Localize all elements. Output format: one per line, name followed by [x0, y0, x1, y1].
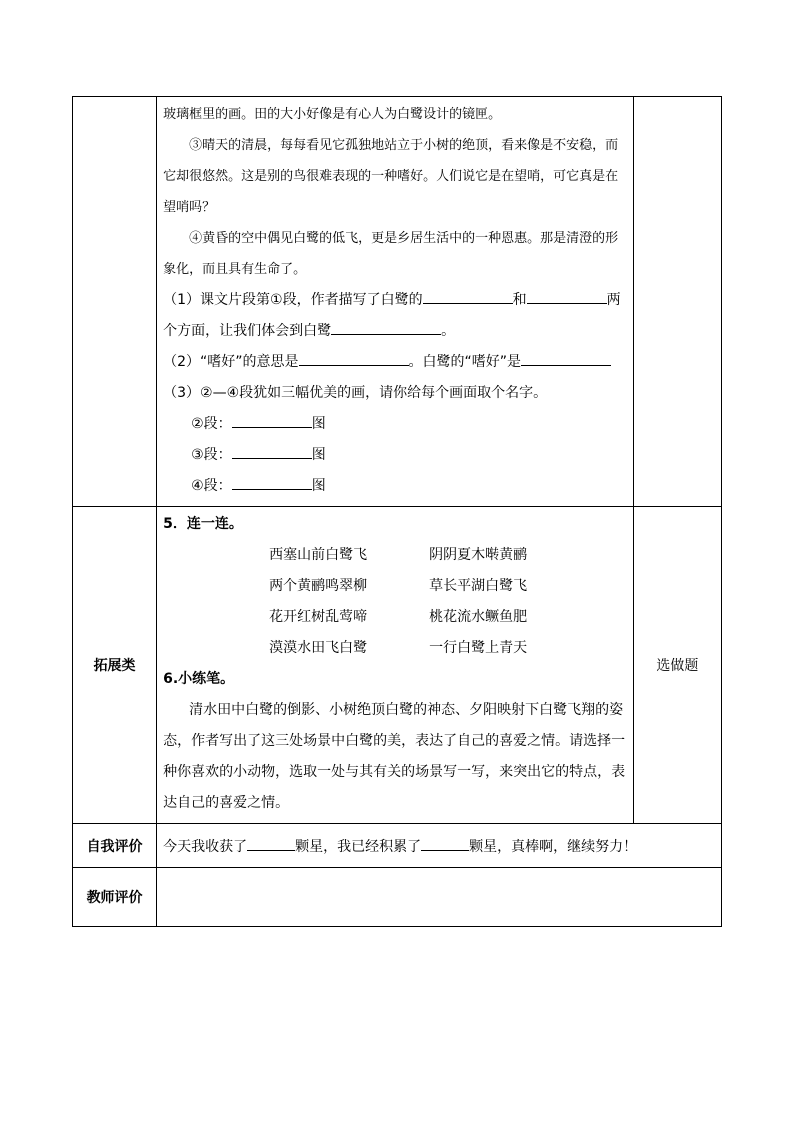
item-suffix: 图 — [311, 478, 326, 494]
poem-right-line[interactable]: 阴阴夏木啭黄鹂 — [429, 547, 528, 563]
extension-row — [73, 507, 722, 824]
answer-blank-2a[interactable] — [299, 349, 409, 366]
reading-content — [157, 97, 634, 507]
extension-content — [157, 507, 634, 824]
answer-blank-3c[interactable] — [232, 473, 312, 490]
reading-row — [73, 97, 722, 507]
question-2 — [163, 347, 627, 378]
answer-blank-3a[interactable] — [232, 411, 312, 428]
question-6-text: 清水田中白鹭的倒影、小树绝顶白鹭的神态、夕阳映射下白鹭飞翔的姿态，作者写出了这三处场景中白鹭的美，表达了自己的喜爱之情。请选择一种你喜欢的小动物，选取一处与其有关的场景写一写，来突出它的特点，表达自己的喜爱之情。 — [163, 702, 626, 811]
question-2-text-b: 。白鹭的“嗜好”是 — [408, 354, 522, 370]
self-eval-text-c: 颗星，真棒啊，继续努力！ — [469, 839, 638, 855]
self-eval-content — [157, 824, 722, 868]
self-eval-text-b: 颗星，我已经积累了 — [295, 839, 422, 855]
answer-blank-1b[interactable] — [527, 287, 607, 304]
optional-note: 选做题 — [633, 507, 721, 824]
passage-paragraph-4: ④黄昏的空中偶见白鹭的低飞，更是乡居生活中的一种恩惠。那是清澄的形象化，而且具有生命了。 — [163, 231, 619, 277]
question-1-text-a: （1）课文片段第①段，作者描写了白鹭的 — [163, 292, 423, 308]
item-suffix: 图 — [311, 447, 326, 463]
picture-name-item — [163, 440, 627, 471]
picture-name-item — [163, 409, 627, 440]
self-eval-label: 自我评价 — [73, 824, 157, 868]
teacher-eval-content[interactable] — [157, 868, 722, 927]
self-eval-text-a: 今天我收获了 — [163, 839, 248, 855]
picture-name-item — [163, 471, 627, 502]
question-6-title: 6.小练笔。 — [163, 671, 235, 687]
question-1 — [163, 285, 627, 347]
reading-passage — [163, 99, 627, 285]
answer-blank-2b[interactable] — [521, 349, 611, 366]
passage-paragraph-3: ③晴天的清晨，每每看见它孤独地站立于小树的绝顶，看来像是不安稳，而它却很悠然。这是别的鸟很难表现的一种嗜好。人们说它是在望哨，可它真是在望哨吗？ — [163, 138, 619, 215]
answer-blank-1a[interactable] — [423, 287, 513, 304]
passage-line-1: 玻璃框里的画。田的大小好像是有心人为白鹭设计的镜匣。 — [163, 107, 502, 122]
reading-side-cell — [633, 97, 721, 507]
question-1-end: 。 — [441, 323, 456, 339]
stars-total-blank[interactable] — [421, 834, 469, 851]
worksheet — [72, 96, 722, 927]
reading-label-cell — [73, 97, 157, 507]
answer-blank-1c[interactable] — [331, 318, 441, 335]
self-eval-row — [73, 824, 722, 868]
poem-right-line[interactable]: 桃花流水鳜鱼肥 — [429, 609, 528, 625]
poem-match-grid — [163, 540, 627, 664]
item-label: ③段： — [191, 447, 232, 463]
worksheet-table — [72, 96, 722, 927]
poem-right-line[interactable]: 一行白鹭上青天 — [429, 640, 528, 656]
poem-right-line[interactable]: 草长平湖白鹭飞 — [429, 578, 528, 594]
stars-earned-blank[interactable] — [247, 834, 295, 851]
poem-left-line[interactable]: 西塞山前白鹭飞 — [269, 547, 368, 563]
teacher-eval-row — [73, 868, 722, 927]
poem-left-line[interactable]: 两个黄鹂鸣翠柳 — [269, 578, 368, 594]
item-label: ④段： — [191, 478, 232, 494]
question-5-title: 5．连一连。 — [163, 516, 243, 532]
poem-left-line[interactable]: 花开红树乱莺啼 — [269, 609, 368, 625]
item-suffix: 图 — [311, 416, 326, 432]
extension-label: 拓展类 — [73, 507, 157, 824]
teacher-eval-label: 教师评价 — [73, 868, 157, 927]
poem-left-line[interactable]: 漠漠水田飞白鹭 — [269, 640, 368, 656]
question-1-and: 和 — [512, 292, 527, 308]
item-label: ②段： — [191, 416, 232, 432]
question-2-text-a: （2）“嗜好”的意思是 — [163, 354, 299, 370]
answer-blank-3b[interactable] — [232, 442, 312, 459]
question-3: （3）②—④段犹如三幅优美的画，请你给每个画面取个名字。 — [163, 385, 548, 401]
question-1-text-b: 两个方面，让我们体会到白鹭 — [163, 292, 621, 339]
